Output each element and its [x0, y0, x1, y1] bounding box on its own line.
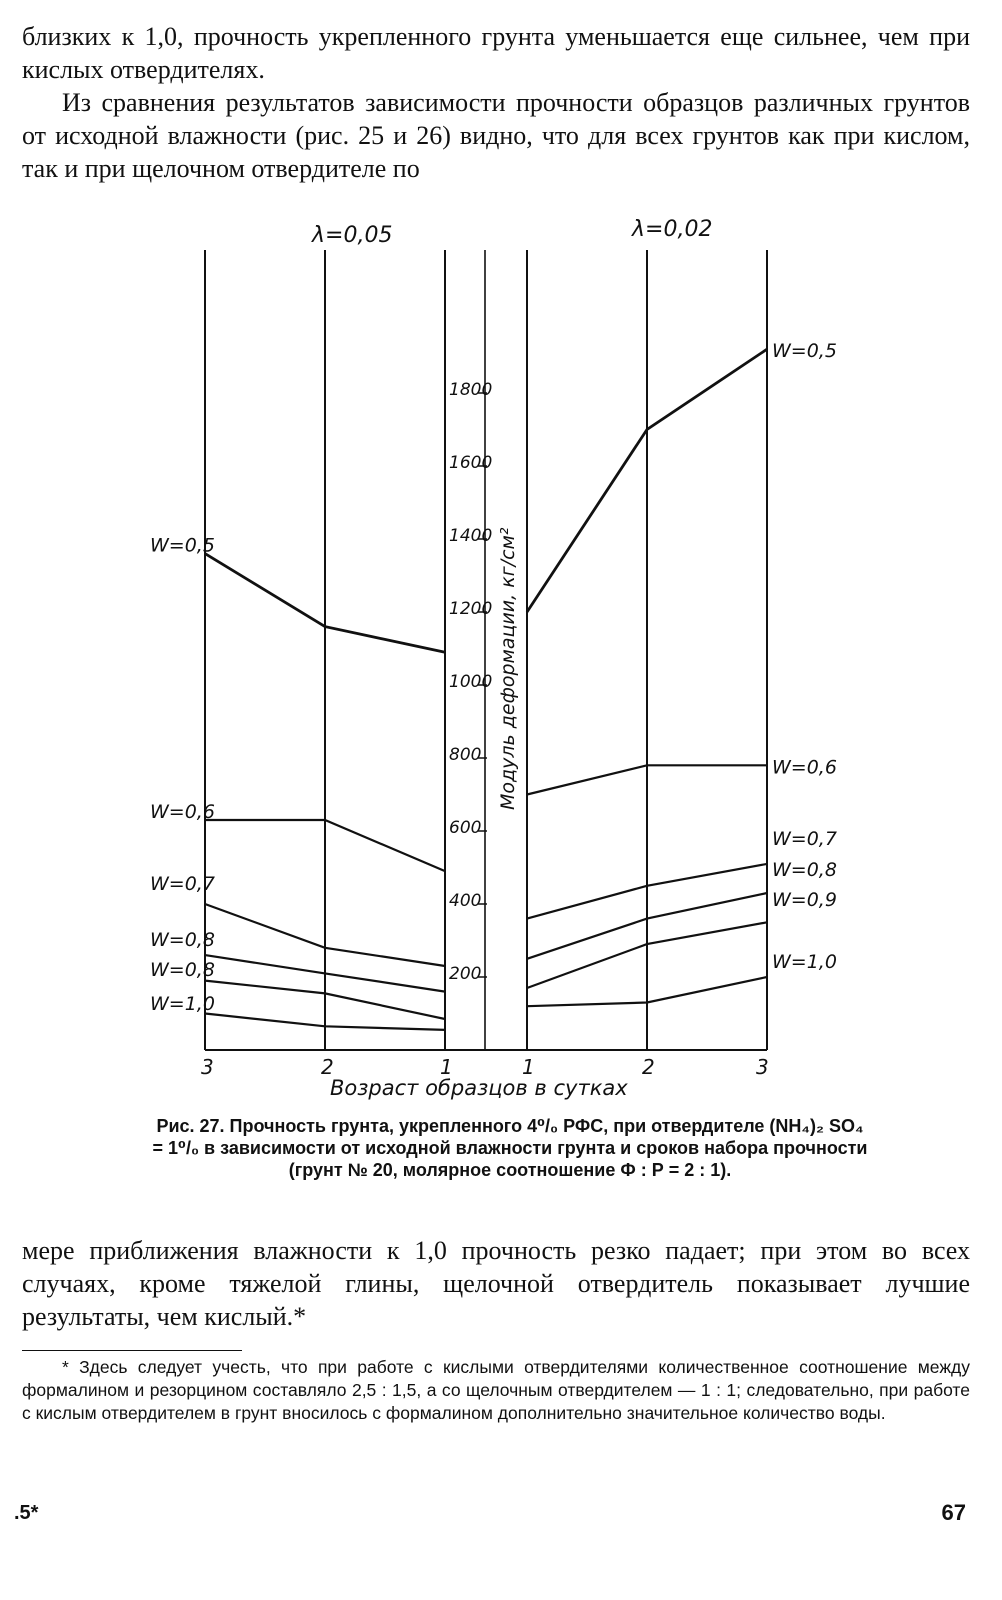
x-tick-label: 2: [321, 1055, 334, 1079]
series-label-right-5: W=0,9: [772, 889, 837, 911]
footnote-rule: [22, 1350, 242, 1351]
x-tick-label: 1: [440, 1055, 453, 1079]
y-tick-label: 1400: [449, 526, 493, 546]
chart-y-axis-label: Модуль деформации, кг/см²: [497, 527, 519, 810]
paragraph-top-line1: близких к 1,0, прочность укрепленного грунта уменьшается еще сильнее, чем при кислых отвердителях.: [22, 22, 970, 84]
series-label-right-1: W=0,5: [772, 340, 837, 363]
chart-series-labels: [150, 340, 837, 1015]
y-tick-label: 400: [449, 891, 482, 911]
chart-x-axis-label: Возраст образцов в сутках: [330, 1076, 628, 1100]
y-tick-label: 1200: [449, 599, 493, 619]
paragraph-top: [22, 20, 970, 185]
y-tick-label: 1000: [449, 672, 493, 692]
series-label-right-4: W=0,8: [772, 859, 837, 881]
series-label-left-4: W=0,8: [150, 929, 215, 951]
chart-title-right: λ=0,02: [632, 217, 713, 242]
chart-title-left: λ=0,05: [312, 223, 393, 248]
page-number: 67: [941, 1500, 966, 1525]
x-tick-label: 2: [642, 1055, 655, 1079]
series-label-left-5: W=0,8: [150, 959, 215, 981]
series-label-right-3: W=0,7: [772, 828, 837, 850]
series-label-right-2: W=0,6: [772, 756, 837, 779]
figure-caption: Рис. 27. Прочность грунта, укрепленного 4⁰/₀ РФС, при отвердителе (NH₄)₂ SO₄ = 1⁰/₀ в зависимости от исходной влажности грунта и сроков набора прочности (грунт № 20, молярное соотношение Ф : Р = 2 : 1).: [152, 1116, 868, 1180]
signature-mark: .5*: [14, 1502, 39, 1524]
series-label-left-1: W=0,5: [150, 534, 215, 557]
x-tick-label: 3: [201, 1055, 214, 1079]
y-tick-label: 1600: [449, 453, 493, 473]
y-tick-label: 200: [449, 964, 482, 984]
x-tick-label: 1: [522, 1055, 535, 1079]
footnote: [22, 1356, 970, 1425]
paragraph-top-line2: Из сравнения результатов зависимости прочности образцов различных грунтов от исходной влажности (рис. 25 и 26) видно, что для всех грунтов как при кислом, так и при щелочном отвердителе по: [22, 88, 970, 183]
y-tick-label: 1800: [449, 380, 493, 400]
series-label-left-6: W=1,0: [150, 993, 215, 1015]
paragraph-bottom: мере приближения влажности к 1,0 прочность резко падает; при этом во всех случаях, кроме тяжелой глины, щелочной отвердитель показывает лучшие результаты, чем кислый.*: [22, 1236, 970, 1331]
series-label-right-6: W=1,0: [772, 951, 837, 973]
series-label-left-2: W=0,6: [150, 801, 215, 824]
y-tick-label: 600: [449, 818, 482, 838]
figure-27-chart: [0, 190, 1002, 1110]
chart-axes: [205, 250, 767, 1050]
x-tick-label: 3: [756, 1055, 769, 1079]
series-label-left-3: W=0,7: [150, 873, 215, 895]
y-tick-label: 800: [449, 745, 482, 765]
footnote-text: * Здесь следует учесть, что при работе с кислыми отвердителями количественное соотношение между формалином и резорцином составляло 2,5 : 1,5, а со щелочным отвердителем — 1 : 1; следовательно, при работе с кислым отвердителем в грунт вносилось с формалином дополнительно значительное количество воды.: [22, 1357, 970, 1423]
